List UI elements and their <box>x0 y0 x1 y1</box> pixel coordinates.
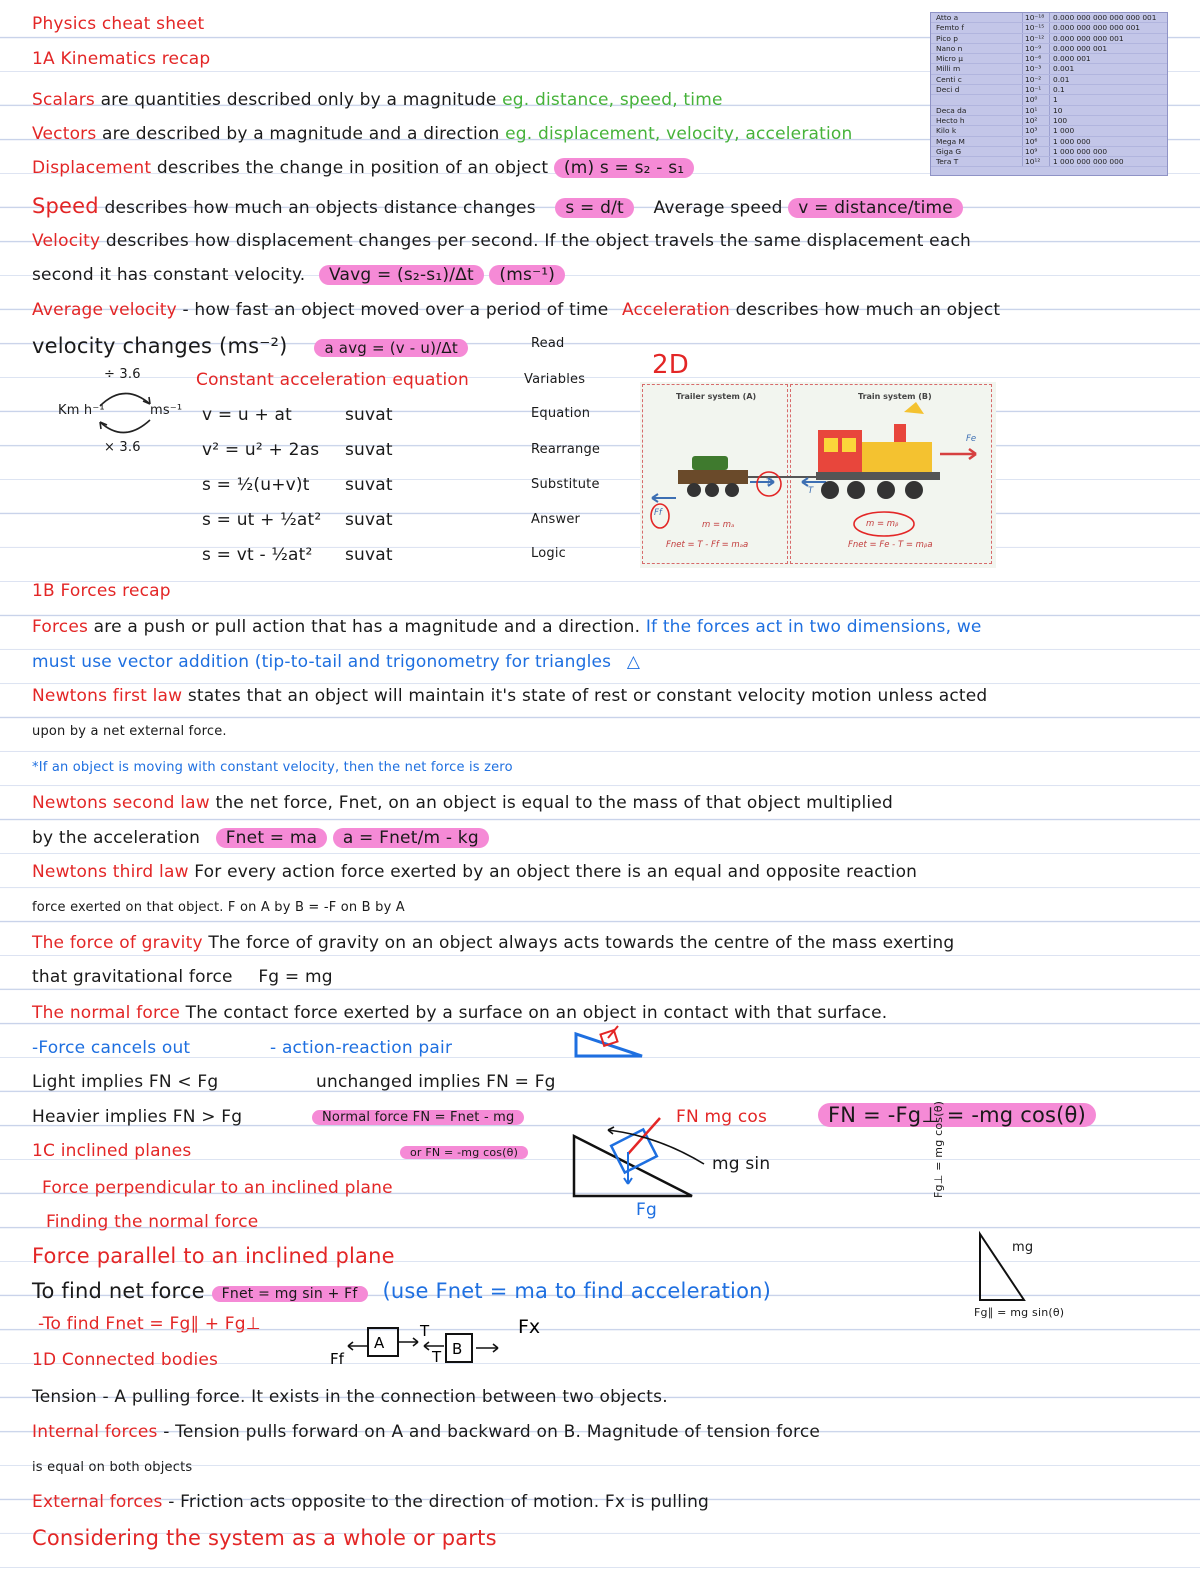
prefix-table-row <box>931 116 1167 126</box>
newtons-second-law-line-2 <box>32 828 489 848</box>
prefix-name-cell: Atto a <box>936 13 959 22</box>
newtons-first-law-note: *If an object is moving with constant velocity, then the net force is zero <box>32 760 513 775</box>
prefix-name-cell: Hecto h <box>936 115 965 125</box>
average-velocity-line <box>32 300 1000 320</box>
speed-term: Speed <box>32 194 99 218</box>
prefix-name-cell: Milli m <box>936 64 961 74</box>
normal-force-line <box>32 1003 887 1023</box>
sketch-box-a-label: A <box>374 1334 385 1352</box>
average-speed-formula: v = distance/time <box>788 198 963 218</box>
prefix-table-row <box>931 106 1167 116</box>
average-velocity-term: Average velocity <box>32 300 177 320</box>
vectors-example: eg. displacement, velocity, acceleration <box>505 124 853 144</box>
prefix-name-cell <box>931 95 1022 104</box>
considering-system-line: Considering the system as a whole or parts <box>32 1526 497 1550</box>
or-formula: or FN = -mg cos(θ) <box>400 1146 528 1159</box>
constant-acceleration-heading: Constant acceleration equation <box>196 370 469 390</box>
sketch-box-b-label: B <box>452 1340 463 1358</box>
vavg-unit: (ms⁻¹) <box>489 265 565 285</box>
trailer-wheel <box>725 483 739 497</box>
fnet-incline-formula: Fnet = mg sin + Ff <box>212 1286 368 1302</box>
prefix-power-cell: 10⁻² <box>1022 75 1049 84</box>
acceleration-text-2: velocity changes (ms⁻²) <box>32 334 288 358</box>
newtons-first-law-line <box>32 686 987 706</box>
diagram-t-label-b: T <box>808 486 814 496</box>
prefix-power-cell: 10⁰ <box>1022 95 1049 104</box>
prefix-table-row <box>931 85 1167 95</box>
vectors-term: Vectors <box>32 124 97 144</box>
prefix-power-cell: 10¹² <box>1022 157 1049 166</box>
page-title: Physics cheat sheet <box>32 14 205 34</box>
finding-normal-force-line: Finding the normal force <box>46 1212 259 1232</box>
aavg-formula: a avg = (v - u)/Δt <box>314 339 468 357</box>
external-forces-text: - Friction acts opposite to the direction of motion. Fx is pulling <box>168 1492 710 1512</box>
equation-5: s = vt - ½at² <box>202 545 313 565</box>
prefix-name-cell: Femto f <box>936 23 964 33</box>
diagram-ff-label: Ff <box>654 508 662 518</box>
prefix-table-row <box>931 126 1167 136</box>
prefix-power-cell: 10⁻¹ <box>1022 85 1049 94</box>
prefix-value-cell: 1 000 000 <box>1049 137 1167 146</box>
trailer-wheel <box>687 483 701 497</box>
prefix-name-cell: Nano n <box>936 43 963 53</box>
prefix-value-cell: 0.000 000 001 <box>1049 44 1167 53</box>
trailer-fnet-label: Fnet = T - Ff = mₐa <box>666 540 749 550</box>
gravity-line-2 <box>32 967 333 987</box>
scalars-example: eg. distance, speed, time <box>502 90 723 110</box>
external-forces-term: External forces <box>32 1492 163 1512</box>
train-wheel <box>905 481 923 499</box>
displacement-line <box>32 158 694 178</box>
prefix-value-cell: 0.01 <box>1049 75 1167 84</box>
newtons-second-law-line <box>32 793 893 813</box>
normal-force-term: The normal force <box>32 1003 180 1023</box>
vectors-text: are described by a magnitude and a direction <box>102 124 500 144</box>
train-wheel <box>821 481 839 499</box>
fnet-ma-formula: Fnet = ma <box>216 828 328 848</box>
trailer-mass-label: m = mₐ <box>702 520 735 530</box>
parallel-force-arrow <box>608 1130 704 1164</box>
newtons-first-law-text-2: upon by a net external force. <box>32 724 227 739</box>
equation-3-vars: suvat <box>345 475 393 495</box>
to-find-fnet-line: -To find Fnet = Fg∥ + Fg⊥ <box>38 1314 261 1334</box>
scalars-line <box>32 90 723 110</box>
prefix-value-cell: 0.000 001 <box>1049 54 1167 63</box>
newtons-first-law-text: states that an object will maintain it's state of rest or constant velocity motion unless acted <box>187 686 988 706</box>
prefix-value-cell: 1 000 000 000 000 <box>1049 157 1167 166</box>
force-cancels-out: -Force cancels out <box>32 1038 191 1058</box>
mnemonic-substitute: Substitute <box>531 477 600 492</box>
prefix-value-cell: 0.000 000 000 000 000 001 <box>1049 13 1167 22</box>
train-mass-label: m = mᵦ <box>866 519 899 529</box>
prefix-value-cell: 0.1 <box>1049 85 1167 94</box>
newtons-second-law-text: the net force, Fnet, on an object is equal to the mass of that object multiplied <box>215 793 893 813</box>
mnemonic-rearrange: Rearrange <box>531 442 601 457</box>
prefix-power-cell: 10⁻¹⁸ <box>1022 13 1049 22</box>
prefix-name-cell: Giga G <box>936 146 962 156</box>
vavg-formula: Vavg = (s₂-s₁)/Δt <box>319 265 484 285</box>
incline-triangle <box>574 1136 692 1196</box>
mg-label: mg <box>1012 1240 1034 1255</box>
velocity-term: Velocity <box>32 231 101 251</box>
force-parallel-line: Force parallel to an inclined plane <box>32 1244 395 1268</box>
prefix-power-cell: 10⁻⁶ <box>1022 54 1049 63</box>
velocity-line <box>32 231 971 251</box>
trailer-wheel <box>705 483 719 497</box>
prefix-power-cell: 10⁻¹² <box>1022 34 1049 43</box>
action-reaction-pair: - action-reaction pair <box>270 1038 453 1058</box>
sketch-t-label-a: T <box>420 1322 430 1340</box>
sketch-ff-label: Ff <box>330 1350 344 1368</box>
prefix-name-cell: Mega M <box>936 136 965 146</box>
velocity-line-2 <box>32 265 565 285</box>
prefix-power-cell: 10⁻⁹ <box>1022 44 1049 53</box>
equation-2-vars: suvat <box>345 440 393 460</box>
fn-big-formula-row <box>818 1103 1096 1127</box>
prefix-name-cell: Micro μ <box>936 54 963 64</box>
prefix-name-cell: Centi c <box>936 74 962 84</box>
prefix-table-row <box>931 157 1167 167</box>
acceleration-text: describes how much an object <box>735 300 1001 320</box>
kmh-label: Km h⁻¹ <box>58 403 105 418</box>
newtons-first-law-term: Newtons first law <box>32 686 183 706</box>
gravity-term: The force of gravity <box>32 933 203 953</box>
equation-5-vars: suvat <box>345 545 393 565</box>
prefix-power-cell: 10⁶ <box>1022 137 1049 146</box>
to-find-net-force-text: To find net force <box>32 1279 205 1303</box>
newtons-third-law-term: Newtons third law <box>32 862 189 882</box>
external-forces-line <box>32 1492 709 1512</box>
or-formula-row <box>400 1146 528 1159</box>
diagram-fe-label: Fe <box>966 434 977 444</box>
train-fnet-label: Fnet = Fe - T = mᵦa <box>848 540 933 550</box>
newtons-second-law-term: Newtons second law <box>32 793 210 813</box>
ms-label: ms⁻¹ <box>150 403 183 418</box>
internal-forces-text: - Tension pulls forward on A and backward on B. Magnitude of tension force <box>163 1422 821 1442</box>
displacement-formula: (m) s = s₂ - s₁ <box>554 158 694 178</box>
normal-force-text: The contact force exerted by a surface on an object in contact with that surface. <box>185 1003 888 1023</box>
forces-blue-line-2 <box>32 652 640 672</box>
gravity-formula: Fg = mg <box>258 967 333 987</box>
average-velocity-text: - how fast an object moved over a period of time <box>182 300 609 320</box>
force-perpendicular-line: Force perpendicular to an inclined plane <box>42 1178 393 1198</box>
gravity-line <box>32 933 954 953</box>
prefix-value-cell: 1 000 000 000 <box>1049 147 1167 156</box>
prefix-table-row <box>931 54 1167 64</box>
prefix-power-cell: 10³ <box>1022 126 1049 135</box>
internal-forces-line <box>32 1422 820 1442</box>
forces-blue-text: If the forces act in two dimensions, we <box>645 617 982 637</box>
prefix-power-cell: 10¹ <box>1022 106 1049 115</box>
to-find-net-force-line <box>32 1279 771 1303</box>
incline-fg-label: Fg <box>636 1200 657 1220</box>
train-wheel <box>847 481 865 499</box>
unit-conversion-arrows <box>96 380 156 444</box>
mnemonic-read: Read <box>531 336 565 351</box>
normal-force-formula-row <box>312 1110 524 1125</box>
newtons-third-law-line <box>32 862 917 882</box>
use-fnet-text: (use Fnet = ma to find acceleration) <box>382 1279 772 1303</box>
prefix-table-row <box>931 75 1167 85</box>
train-wheel <box>877 481 895 499</box>
prefix-table-row <box>931 64 1167 74</box>
mg-sin-label: mg sin <box>712 1154 771 1174</box>
diagram-t-label-a: T <box>766 478 772 488</box>
section-1d-heading: 1D Connected bodies <box>32 1350 219 1370</box>
equation-4: s = ut + ½at² <box>202 510 322 530</box>
average-speed-label: Average speed <box>653 198 783 218</box>
sketch-fx-label: Fx <box>518 1316 541 1338</box>
velocity-text-2: second it has constant velocity. <box>32 265 306 285</box>
prefix-table-row <box>931 34 1167 44</box>
prefix-value-cell: 1 <box>1049 95 1167 104</box>
normal-force-formula: Normal force FN = Fnet - mg <box>312 1110 524 1125</box>
section-1b-heading: 1B Forces recap <box>32 581 171 601</box>
newtons-second-law-text-2: by the acceleration <box>32 828 201 848</box>
internal-forces-term: Internal forces <box>32 1422 158 1442</box>
displacement-term: Displacement <box>32 158 152 178</box>
prefix-power-cell: 10⁻¹⁵ <box>1022 23 1049 32</box>
prefix-name-cell: Tera T <box>936 157 959 167</box>
forces-line <box>32 617 982 637</box>
trailer-bed <box>678 470 748 484</box>
newtons-third-law-text-2: force exerted on that object. F on A by B = -F on B by A <box>32 900 405 915</box>
prefix-value-cell: 1 000 <box>1049 126 1167 135</box>
prefix-table-row <box>931 137 1167 147</box>
internal-forces-text-2: is equal on both objects <box>32 1460 193 1475</box>
displacement-text: describes the change in position of an object <box>156 158 549 178</box>
mnemonic-equation: Equation <box>531 406 591 421</box>
speed-formula: s = d/t <box>555 198 634 218</box>
fn-mg-cos-label: FN mg cos <box>676 1107 768 1127</box>
prefix-table-row <box>931 23 1167 33</box>
lighter-line: Light implies FN < Fg <box>32 1072 219 1092</box>
prefix-table-row <box>931 95 1167 105</box>
triangle-icon: △ <box>626 652 641 672</box>
divide-3-6-label: ÷ 3.6 <box>104 367 141 382</box>
velocity-text: describes how displacement changes per second. If the object travels the same displacement each <box>105 231 971 251</box>
prefix-name-cell: Deca da <box>936 105 967 115</box>
equation-1: v = u + at <box>202 405 293 425</box>
section-1a-heading: 1A Kinematics recap <box>32 49 211 69</box>
trailer-system-title: Trailer system (A) <box>676 392 757 401</box>
times-3-6-label: × 3.6 <box>104 440 141 455</box>
prefix-power-cell: 10⁹ <box>1022 147 1049 156</box>
prefix-table-row <box>931 147 1167 157</box>
unchanged-line: unchanged implies FN = Fg <box>316 1072 556 1092</box>
tension-line: Tension - A pulling force. It exists in the connection between two objects. <box>32 1387 668 1407</box>
equation-4-vars: suvat <box>345 510 393 530</box>
mnemonic-variables: Variables <box>524 372 586 387</box>
scalars-term: Scalars <box>32 90 95 110</box>
inclined-plane-diagram <box>568 1096 788 1206</box>
train-system-title: Train system (B) <box>858 392 932 401</box>
prefix-table-row <box>931 13 1167 23</box>
connected-bodies-diagram <box>640 382 996 568</box>
forces-term: Forces <box>32 617 89 637</box>
si-prefix-table <box>930 12 1168 176</box>
forces-blue-text-2: must use vector addition (tip-to-tail and trigonometry for triangles <box>32 652 612 672</box>
prefix-name-cell: Deci d <box>936 85 960 95</box>
prefix-value-cell: 0.001 <box>1049 64 1167 73</box>
2d-label: 2D <box>652 350 689 380</box>
prefix-value-cell: 0.000 000 000 001 <box>1049 34 1167 43</box>
mnemonic-logic: Logic <box>531 546 566 561</box>
prefix-value-cell: 100 <box>1049 116 1167 125</box>
prefix-name-cell: Kilo k <box>936 126 957 136</box>
sketch-t-label-b: T <box>432 1348 442 1366</box>
acceleration-line-2 <box>32 334 468 358</box>
gravity-text: The force of gravity on an object always acts towards the centre of the mass exerting <box>208 933 955 953</box>
prefix-power-cell: 10⁻³ <box>1022 64 1049 73</box>
a-formula: a = Fnet/m - kg <box>333 828 489 848</box>
vectors-line <box>32 124 853 144</box>
train-body <box>862 442 932 474</box>
prefix-power-cell: 10² <box>1022 116 1049 125</box>
trailer-cargo <box>692 456 728 470</box>
small-incline-sketch <box>574 1026 646 1060</box>
newtons-third-law-text: For every action force exerted by an object there is an equal and opposite reaction <box>194 862 918 882</box>
forces-text: are a push or pull action that has a magnitude and a direction. <box>93 617 641 637</box>
acceleration-term: Acceleration <box>621 300 731 320</box>
prefix-name-cell: Pico p <box>936 33 958 43</box>
mnemonic-answer: Answer <box>531 512 581 527</box>
prefix-table-row <box>931 44 1167 54</box>
gravity-text-2: that gravitational force <box>32 967 233 987</box>
scalars-text: are quantities described only by a magnitude <box>100 90 497 110</box>
speed-line <box>32 194 963 218</box>
fn-big-formula: FN = -Fg⊥ = -mg cos(θ) <box>818 1103 1096 1127</box>
prefix-value-cell: 0.000 000 000 000 001 <box>1049 23 1167 32</box>
equation-3: s = ½(u+v)t <box>202 475 310 495</box>
prefix-value-cell: 10 <box>1049 106 1167 115</box>
heavier-line: Heavier implies FN > Fg <box>32 1107 243 1127</box>
fg-perp-label: Fg⊥ = mg cos(θ) <box>932 1100 945 1198</box>
equation-1-vars: suvat <box>345 405 393 425</box>
equation-2: v² = u² + 2as <box>202 440 320 460</box>
section-1c-heading: 1C inclined planes <box>32 1141 192 1161</box>
speed-text: describes how much an objects distance changes <box>104 198 536 218</box>
fg-parallel-label: Fg∥ = mg sin(θ) <box>974 1306 1065 1319</box>
